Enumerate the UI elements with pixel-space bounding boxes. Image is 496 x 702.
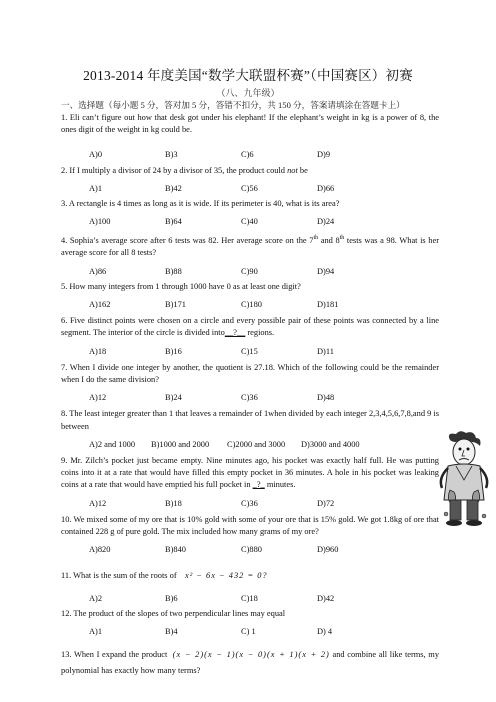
option-a: A)12 (89, 393, 107, 403)
question-13 (61, 647, 439, 679)
question-10: 10. We mixed some of my ore that is 10% gold with some of your ore that is 15% gold. We got 1.8kg of ore that contained 228 g of pure gold. The mix included how many grams of my ore? (61, 514, 439, 537)
option-b: B)3 (165, 150, 178, 160)
question-8: 8. The least integer greater than 1 that leaves a remainder of 1when divided by each integer 2,3,4,5,6,7,8,and 9 is between (61, 409, 439, 431)
option-a: A)100 (89, 217, 111, 227)
question-list (61, 112, 439, 679)
question-9-options (89, 498, 439, 510)
question-1: 1. Eli can’t figure out how that desk got under his elephant! If the elephant’s weight in kg is a power of 8, the ones digit of the weight in kg could be. (61, 113, 439, 135)
option-c: C)90 (241, 266, 258, 276)
answer-blank: _?_ (252, 480, 265, 490)
question-4-text-end: tests was a 98. What is her average score for all 8 tests? (61, 236, 439, 258)
option-b: B)171 (165, 300, 186, 310)
option-c: C) 1 (241, 627, 256, 637)
option-d: D)181 (317, 300, 339, 310)
option-d: D)48 (317, 393, 335, 403)
section-instructions: 一、选择题（每小题 5 分，答对加 5 分，答错不扣分，共 150 分，答案请填涂在答题卡上） (61, 100, 405, 110)
option-b: B)16 (165, 346, 182, 356)
option-c: C)36 (241, 498, 258, 508)
option-a: A)1 (89, 183, 103, 193)
cartoon-man-icon (436, 430, 492, 528)
question-2-options (89, 183, 439, 195)
question-4-options (89, 266, 439, 278)
option-c: C)2000 and 3000 (227, 439, 286, 449)
option-c: C)36 (241, 393, 258, 403)
question-6-text-end: regions. (245, 328, 275, 338)
option-b: B)18 (165, 498, 182, 508)
question-13-text: 13. When I expand the product (61, 650, 168, 660)
page-title: 2013-2014 年度美国“数学大联盟杯赛”（中国赛区）初赛 (83, 68, 413, 83)
question-11-text: 11. What is the sum of the roots of (61, 571, 177, 581)
question-5-options (89, 299, 439, 311)
option-d: D)42 (317, 593, 335, 603)
option-a: A)12 (89, 498, 107, 508)
question-5: 5. How many integers from 1 through 1000 have 0 as at least one digit? (61, 281, 301, 291)
question-4-text-mid: and 8 (318, 236, 340, 246)
option-b: B)1000 and 2000 (151, 439, 210, 449)
option-a: A)2 (89, 593, 103, 603)
option-d: D)72 (317, 498, 335, 508)
option-c: C)18 (241, 593, 258, 603)
question-7: 7. When I divide one integer by another, the quotient is 27.18. Which of the following could be the remainder when I do the same division? (61, 362, 439, 385)
answer-blank: __?__ (224, 328, 246, 338)
question-12: 12. The product of the slopes of two perpendicular lines may equal (61, 608, 286, 618)
option-b: B)64 (165, 217, 182, 227)
option-c: C)15 (241, 346, 258, 356)
option-a: A)18 (89, 346, 107, 356)
question-3-options (89, 216, 439, 228)
option-a: A)0 (89, 150, 103, 160)
equation: (x − 2)(x − 1)(x − 0)(x + 1)(x + 2) (172, 650, 330, 660)
superscript: th (339, 235, 345, 242)
option-d: D)3000 and 4000 (301, 439, 360, 449)
question-2 (61, 165, 439, 177)
question-2-emphasis: not (287, 165, 298, 175)
option-c: C)880 (241, 545, 262, 555)
question-6-options (89, 346, 439, 358)
question-6-text: 6. Five distinct points were chosen on a circle and every possible pair of these points was connected by a line segment. The interior of the circle is divided into (61, 316, 439, 338)
option-b: B)840 (165, 545, 186, 555)
question-9-text: 9. Mr. Zilch’s pocket just became empty. Nine minutes ago, his pocket was exactly half full. He was putting coins into it at a rate that would have filled this empty pocket in 36 minutes. A hole in his pocket was leaking coins at a rate that would have emptied his full pocket in (61, 456, 439, 490)
option-b: B)4 (165, 627, 178, 637)
option-b: B)88 (165, 266, 182, 276)
option-c: C)40 (241, 217, 258, 227)
page-subtitle: （八、九年级） (216, 88, 280, 98)
superscript: th (313, 235, 319, 242)
question-9-text-end: minutes. (264, 480, 296, 490)
option-d: D)24 (317, 217, 335, 227)
option-b: B)42 (165, 183, 182, 193)
equation: x² − 6x − 432 = 0? (184, 571, 268, 581)
question-9 (61, 455, 439, 492)
option-b: B)24 (165, 393, 182, 403)
question-13-text-end: and combine all like terms, my polynomial has exactly how many terms? (61, 650, 440, 676)
option-d: D)9 (317, 150, 331, 160)
option-d: D)94 (317, 266, 335, 276)
question-2-text-end: be (297, 165, 308, 175)
question-12-options (89, 626, 439, 638)
question-10-options (89, 544, 439, 556)
option-d: D)960 (317, 545, 339, 555)
option-d: D)11 (317, 346, 334, 356)
question-1-options (89, 149, 439, 161)
question-11-options (89, 593, 439, 605)
question-6 (61, 315, 439, 339)
question-8-options (89, 439, 439, 451)
option-d: D)66 (317, 183, 335, 193)
option-a: A)86 (89, 266, 107, 276)
option-c: C)180 (241, 300, 262, 310)
option-a: A)1 (89, 627, 103, 637)
option-a: A)162 (89, 300, 111, 310)
question-11 (61, 570, 439, 582)
option-c: C)6 (241, 150, 254, 160)
option-a: A)820 (89, 545, 111, 555)
question-4-text: 4. Sophia’s average score after 6 tests was 82. Her average score on the 7 (61, 236, 314, 246)
option-a: A)2 and 1000 (89, 439, 136, 449)
option-d: D) 4 (317, 627, 333, 637)
option-b: B)6 (165, 593, 178, 603)
question-4 (61, 232, 439, 259)
question-2-text: 2. If I multiply a divisor of 24 by a divisor of 35, the product could (61, 165, 288, 175)
option-c: C)56 (241, 183, 258, 193)
question-7-options (89, 392, 439, 404)
question-3: 3. A rectangle is 4 times as long as it is wide. If its perimeter is 40, what is its area? (61, 199, 340, 209)
